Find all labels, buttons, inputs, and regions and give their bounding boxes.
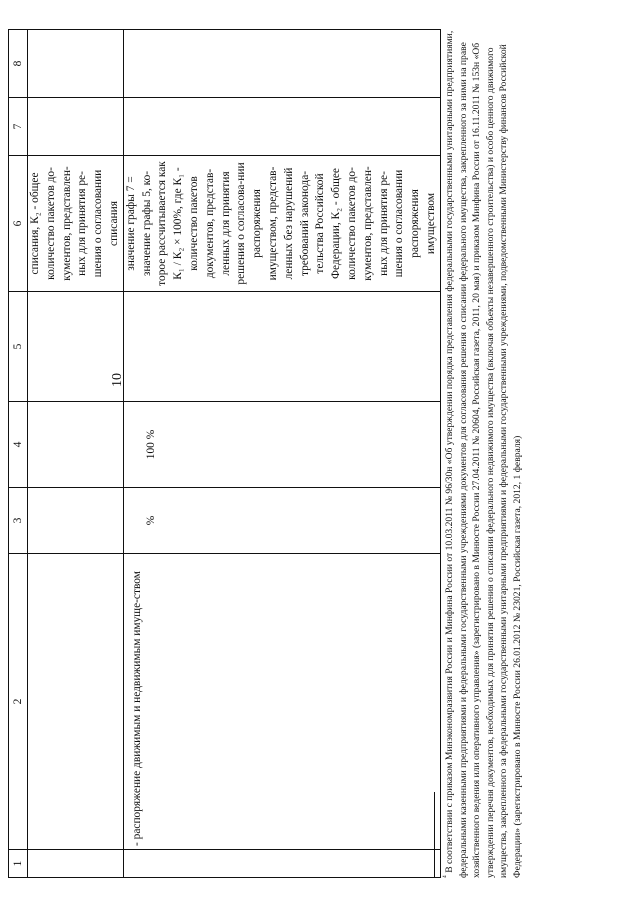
- table-row: [28, 30, 124, 878]
- rotated-page-content: [8, 0, 523, 878]
- column-header: 1: [9, 850, 28, 878]
- table-cell: [28, 554, 124, 850]
- table-cell: [123, 292, 440, 402]
- table-cell: [28, 488, 124, 554]
- column-header: 7: [9, 98, 28, 156]
- column-header: 3: [9, 488, 28, 554]
- footnote-marker: ⁴: [441, 875, 450, 878]
- table-cell: [123, 30, 440, 98]
- row2-col3-cell: %: [123, 488, 440, 554]
- table-cell: [28, 402, 124, 488]
- row2-col4-cell: 100 %: [123, 402, 440, 488]
- page-number: 10: [110, 373, 125, 387]
- table-cell: [123, 98, 440, 156]
- row2-col2-cell: - распоряжение движимым и недвижимым имуще-ством: [123, 554, 440, 850]
- table-cell: [28, 850, 124, 878]
- row2-col6-cell: значение графы 7 = значение графы 5, ко-торое рассчитывается как К₁ / К₂ × 100%, где К₁ - количество пакетов документов, представ-ленных для принятия решения о согласова-нии распоряжения имуществом, представ-ленных без нарушений требований законода-тельства Российской Федерации, К₂ - общее количество пакетов до-кументов, представлен-ных для принятия ре-шения о согласовании распоряжения имуществом: [123, 156, 440, 292]
- table-cell: [28, 30, 124, 98]
- column-header: 8: [9, 30, 28, 98]
- table-header-row: [9, 30, 28, 878]
- row1-col6-cell: списания, К₂ - общее количество пакетов до-кументов, представлен-ных для принятия ре-шения о согласовании списания: [28, 156, 124, 292]
- table-row: [123, 30, 440, 878]
- column-header: 2: [9, 554, 28, 850]
- column-header: 6: [9, 156, 28, 292]
- footnote-separator: [434, 792, 435, 878]
- column-header: 5: [9, 292, 28, 402]
- footnote-text: В соответствии с приказом Минэкономразвития России и Минфина России от 10.03.2011 № 96/30н «Об утверждении порядка представления федеральными государственными унитарными предприятиями, федеральными казенными предприятиями и федеральными государственными учреждениями документов для согласования решения о списании федерального имущества, закрепленного за ними на праве хозяйственного ведения или оперативного управления» (зарегистрировано в Минюсте России 27.04.2011 № 20604, Российская газета, 2011, 20 мая) и приказом Минфина России от 16.11.2011 № 153н «Об утверждении перечня документов, необходимых для принятия решения о списании федерального недвижимого имущества (включая объекты незавершенного строительства) и особо ценного движимого имущества, закрепленного за федеральными государственными унитарными предприятиями и федеральными государственными учреждениями, подведомственными Министерству финансов Российской Федерации» (зарегистрировано в Минюсте России 26.01.2012 № 23021, Российская газета, 2012, 1 февраля): [444, 30, 523, 878]
- footnote: [434, 28, 524, 878]
- table-cell: [28, 292, 124, 402]
- table-cell: [28, 98, 124, 156]
- table-cell: [123, 850, 440, 878]
- data-table: [8, 29, 441, 878]
- column-header: 4: [9, 402, 28, 488]
